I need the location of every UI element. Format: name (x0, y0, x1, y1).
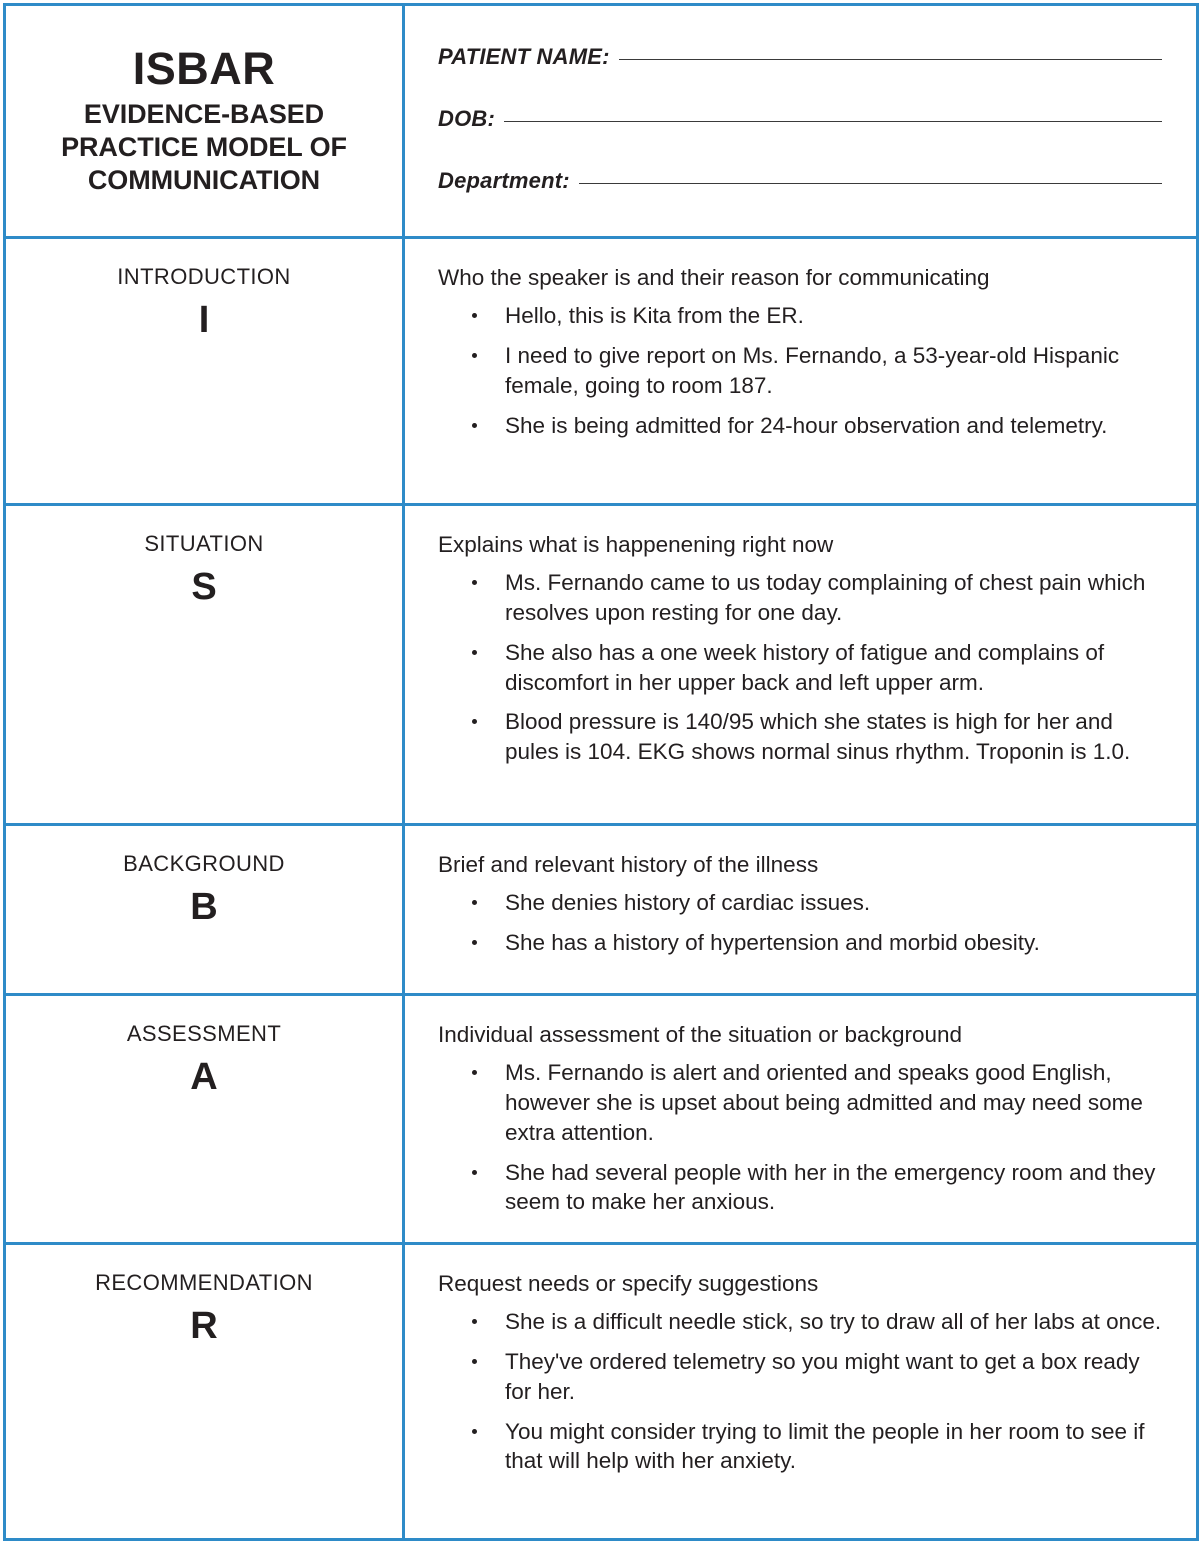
list-item-text: Ms. Fernando is alert and oriented and speaks good English, however she is upset about being admitted and may need some extra attention. (505, 1059, 1143, 1145)
section-label-cell-recommendation (6, 1245, 405, 1538)
department-input-line[interactable] (579, 183, 1162, 184)
section-content-cell-background (405, 826, 1196, 993)
page-subtitle: EVIDENCE-BASED PRACTICE MODEL OF COMMUNICATION (61, 99, 347, 196)
section-description-assessment: Individual assessment of the situation or background (438, 1022, 963, 1047)
bullet-dot-icon (472, 900, 477, 905)
list-item-text: Hello, this is Kita from the ER. (505, 302, 804, 328)
list-item (438, 1347, 1172, 1407)
section-row-recommendation (6, 1245, 1196, 1538)
bullet-dot-icon (472, 423, 477, 428)
section-word-background: BACKGROUND (123, 851, 285, 876)
list-item (438, 928, 1172, 958)
patient-name-input-line[interactable] (619, 59, 1162, 60)
department-field[interactable] (438, 168, 1162, 194)
section-label-cell-situation (6, 506, 405, 823)
list-item-text: I need to give report on Ms. Fernando, a 53-year-old Hispanic female, going to room 187. (505, 342, 1120, 398)
section-label-cell-background (6, 826, 405, 993)
dob-label: DOB: (438, 106, 496, 131)
list-item (438, 341, 1172, 401)
section-bullets-introduction (438, 301, 1172, 441)
bullet-dot-icon (472, 1429, 477, 1434)
bullet-dot-icon (472, 313, 477, 318)
bullet-dot-icon (472, 1359, 477, 1364)
section-label-wrap-background (123, 826, 285, 926)
section-label-wrap-situation (144, 506, 263, 606)
bullet-dot-icon (472, 650, 477, 655)
section-content-cell-recommendation (405, 1245, 1196, 1538)
section-label-cell-assessment (6, 996, 405, 1242)
list-item-text: They've ordered telemetry so you might want to get a box ready for her. (505, 1348, 1140, 1404)
list-item (438, 1058, 1172, 1148)
list-item (438, 1307, 1172, 1337)
section-letter-background: B (190, 886, 218, 928)
dob-field[interactable] (438, 106, 1162, 132)
section-label-wrap-introduction (117, 239, 290, 339)
section-label-cell-introduction (6, 239, 405, 503)
section-label-wrap-recommendation (95, 1245, 313, 1345)
section-content-cell-assessment (405, 996, 1196, 1242)
list-item (438, 568, 1172, 628)
section-bullets-situation (438, 568, 1172, 768)
list-item-text: She had several people with her in the emergency room and they seem to make her anxious. (505, 1159, 1156, 1215)
section-bullets-assessment (438, 1058, 1172, 1218)
section-label-wrap-assessment (127, 996, 281, 1096)
page-title: ISBAR (132, 42, 276, 94)
bullet-dot-icon (472, 1319, 477, 1324)
patient-name-field[interactable] (438, 44, 1162, 70)
list-item-text: Blood pressure is 140/95 which she states is high for her and pules is 104. EKG shows normal sinus rhythm. Troponin is 1.0. (505, 709, 1131, 765)
isbar-table (3, 3, 1199, 1541)
section-description-introduction: Who the speaker is and their reason for communicating (438, 265, 990, 290)
section-description-situation: Explains what is happenening right now (438, 532, 834, 557)
list-item-text: She also has a one week history of fatigue and complains of discomfort in her upper back and left upper arm. (505, 639, 1105, 695)
section-letter-introduction: I (198, 299, 210, 341)
section-content-background (405, 826, 1196, 968)
department-label: Department: (438, 168, 570, 193)
section-word-recommendation: RECOMMENDATION (95, 1270, 313, 1295)
section-word-situation: SITUATION (144, 531, 264, 556)
section-description-recommendation: Request needs or specify suggestions (438, 1271, 819, 1296)
section-row-background (6, 826, 1196, 996)
bullet-dot-icon (472, 1070, 477, 1075)
section-content-cell-situation (405, 506, 1196, 823)
section-bullets-recommendation (438, 1307, 1172, 1477)
section-letter-recommendation: R (190, 1305, 218, 1347)
list-item-text: Ms. Fernando came to us today complaining of chest pain which resolves upon resting for one day. (505, 569, 1146, 625)
list-item (438, 301, 1172, 331)
section-content-assessment (405, 996, 1196, 1227)
section-letter-situation: S (191, 566, 217, 608)
patient-info-cell (405, 6, 1196, 236)
list-item-text: She is being admitted for 24-hour observation and telemetry. (505, 412, 1108, 438)
header-row (6, 6, 1196, 239)
section-bullets-background (438, 888, 1172, 958)
section-row-introduction (6, 239, 1196, 506)
section-description-background: Brief and relevant history of the illness (438, 852, 819, 877)
bullet-dot-icon (472, 353, 477, 358)
list-item (438, 1158, 1172, 1218)
section-letter-assessment: A (190, 1056, 218, 1098)
list-item (438, 411, 1172, 441)
list-item-text: She denies history of cardiac issues. (505, 889, 871, 915)
patient-name-label: PATIENT NAME: (438, 44, 610, 69)
list-item-text: You might consider trying to limit the people in her room to see if that will help with her anxiety. (505, 1418, 1145, 1474)
bullet-dot-icon (472, 1170, 477, 1175)
section-row-assessment (6, 996, 1196, 1245)
title-block (6, 6, 402, 236)
list-item (438, 707, 1172, 767)
list-item-text: She is a difficult needle stick, so try to draw all of her labs at once. (505, 1308, 1162, 1334)
title-cell (6, 6, 405, 236)
list-item (438, 1417, 1172, 1477)
list-item-text: She has a history of hypertension and morbid obesity. (505, 929, 1040, 955)
dob-input-line[interactable] (504, 121, 1162, 122)
section-row-situation (6, 506, 1196, 826)
section-word-introduction: INTRODUCTION (117, 264, 291, 289)
bullet-dot-icon (472, 719, 477, 724)
section-content-recommendation (405, 1245, 1196, 1486)
bullet-dot-icon (472, 940, 477, 945)
section-content-introduction (405, 239, 1196, 450)
section-content-situation (405, 506, 1196, 777)
bullet-dot-icon (472, 580, 477, 585)
section-word-assessment: ASSESSMENT (126, 1021, 282, 1046)
list-item (438, 638, 1172, 698)
patient-info-form (405, 6, 1196, 236)
section-content-cell-introduction (405, 239, 1196, 503)
list-item (438, 888, 1172, 918)
